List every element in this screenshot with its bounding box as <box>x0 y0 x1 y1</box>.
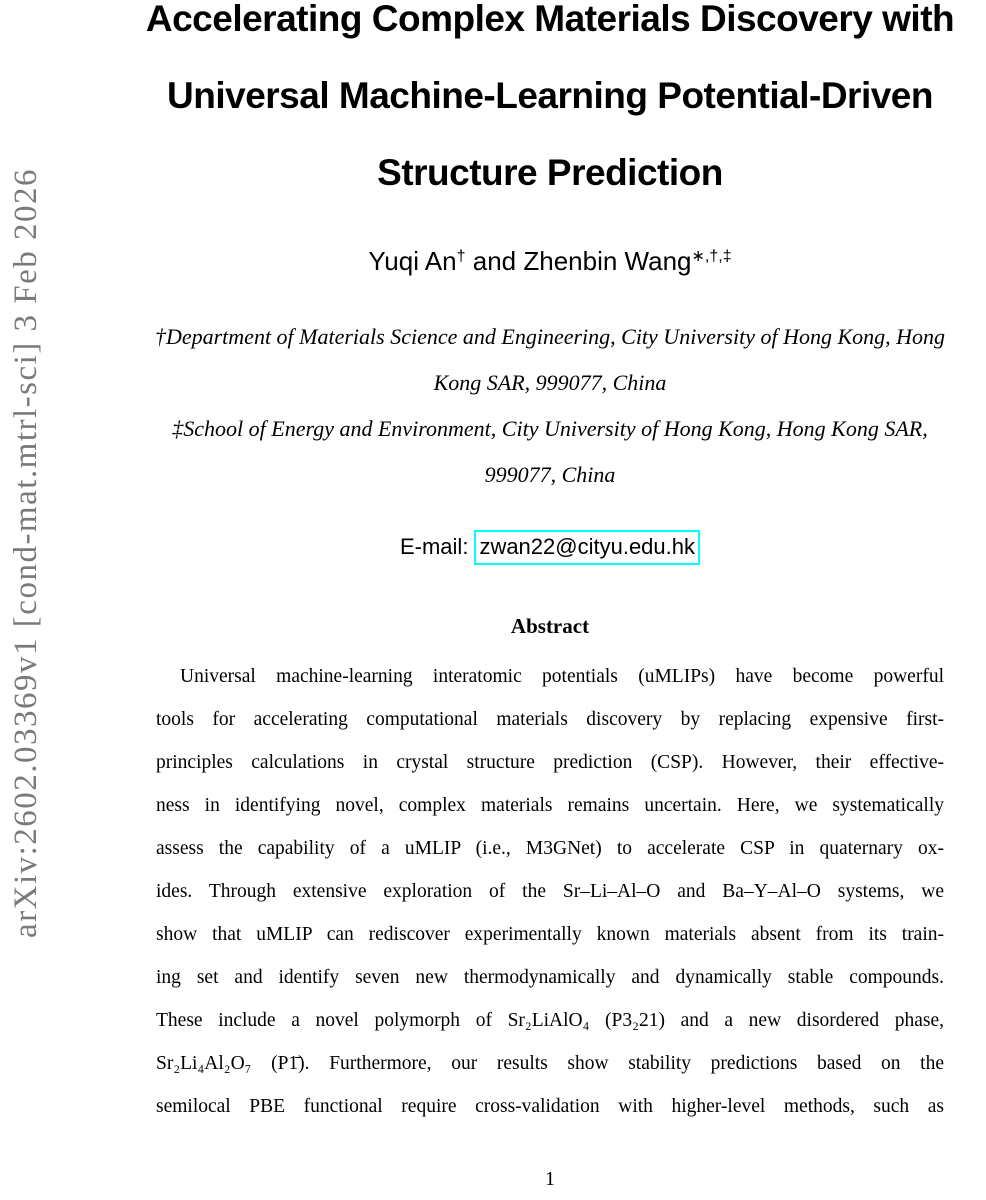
title-line-2: Universal Machine-Learning Potential-Driven <box>167 75 933 116</box>
abstract-line: Universal machine-learning interatomic potentials (uMLIPs) have become powerful <box>180 666 944 687</box>
abstract-line: semilocal PBE functional require cross-validation with higher-level methods, such as <box>156 1096 944 1117</box>
abstract-line: ing set and identify seven new thermodynamically and dynamically stable compounds. <box>156 967 944 988</box>
affiliations <box>100 314 986 498</box>
authors-line <box>100 245 986 282</box>
affiliation-line-1: †Department of Materials Science and Engineering, City University of Hong Kong, Hong <box>154 324 946 349</box>
page-number: 1 <box>545 1168 555 1190</box>
abstract-line: tools for accelerating computational materials discovery by replacing expensive first- <box>156 709 944 730</box>
abstract-line: principles calculations in crystal structure prediction (CSP). However, their effective- <box>156 752 944 773</box>
affiliation-line-4: 999077, China <box>484 462 616 487</box>
affiliation-line-3: ‡School of Energy and Environment, City University of Hong Kong, Hong Kong SAR, <box>172 416 928 441</box>
paper-content <box>100 0 986 1128</box>
email-line <box>100 530 986 565</box>
title-line-1: Accelerating Complex Materials Discovery with <box>145 0 955 39</box>
authors-connector: and <box>472 246 517 276</box>
email-label: E-mail: <box>399 534 469 559</box>
author-1-superscript: † <box>456 248 466 266</box>
author-name-2: Zhenbin Wang <box>523 246 692 276</box>
email-link[interactable]: zwan22@cityu.edu.hk <box>474 530 700 565</box>
author-2-superscript: ∗,†,‡ <box>691 248 732 266</box>
abstract-line: These include a novel polymorph of Sr₂LiAlO₄ (P3₂21) and a new disordered phase, <box>156 1010 944 1031</box>
title-line-3: Structure Prediction <box>377 152 723 193</box>
author-name-1: Yuqi An <box>368 246 457 276</box>
paper-title <box>100 0 986 211</box>
abstract-heading: Abstract <box>510 614 590 638</box>
abstract-line: ides. Through extensive exploration of the Sr–Li–Al–O and Ba–Y–Al–O systems, we <box>156 881 944 902</box>
arxiv-stamp: arXiv:2602.03369v1 [cond-mat.mtrl-sci] 3 Feb 2026 <box>8 167 44 938</box>
abstract-line: assess the capability of a uMLIP (i.e., M3GNet) to accelerate CSP in quaternary ox- <box>156 838 944 859</box>
abstract-line: Sr₂Li₄Al₂O₇ (P1̄). Furthermore, our results show stability predictions based on the <box>156 1053 944 1074</box>
affiliation-line-2: Kong SAR, 999077, China <box>433 370 667 395</box>
abstract-body <box>156 655 944 1128</box>
abstract-line: show that uMLIP can rediscover experimentally known materials absent from its train- <box>156 924 944 945</box>
abstract-line: ness in identifying novel, complex materials remains uncertain. Here, we systematically <box>156 795 944 816</box>
